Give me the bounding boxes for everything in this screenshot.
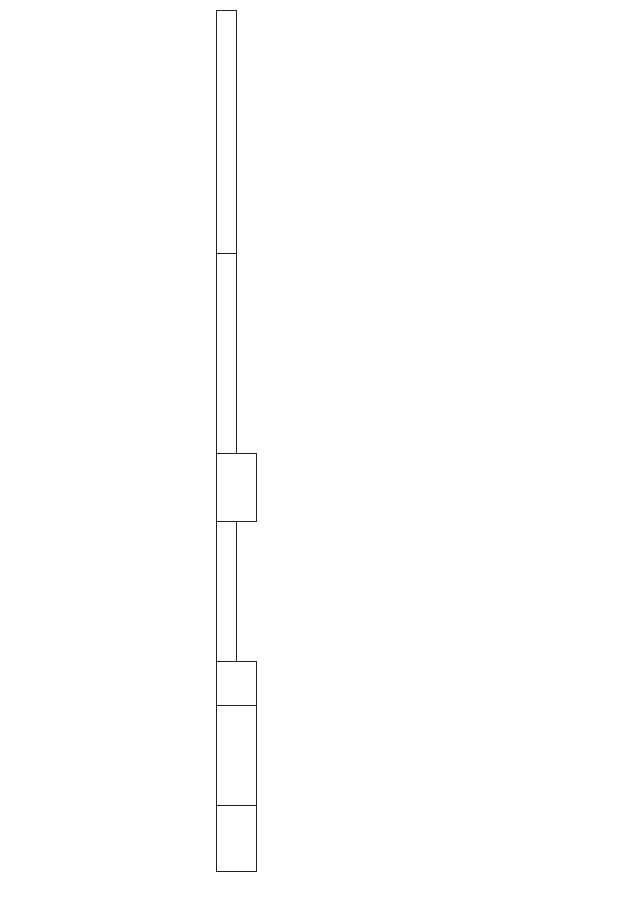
menu-table bbox=[216, 10, 277, 872]
header-energy bbox=[217, 453, 257, 521]
header-num bbox=[217, 806, 257, 872]
header-meal bbox=[217, 706, 257, 806]
header-mass bbox=[217, 662, 257, 706]
header-vitamins bbox=[217, 253, 237, 453]
header-nutrients bbox=[217, 521, 237, 661]
header-minerals bbox=[217, 10, 237, 253]
document-page bbox=[48, 11, 640, 872]
menu-info bbox=[144, 11, 208, 872]
